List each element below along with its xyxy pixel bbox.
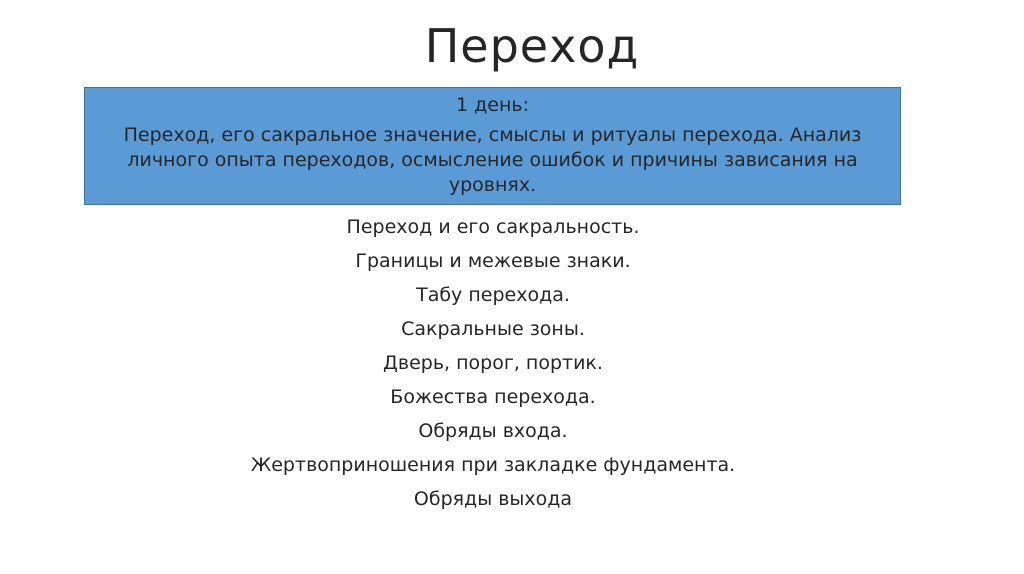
day-box <box>84 87 901 205</box>
topic-item: Божества перехода. <box>390 386 596 408</box>
day-label: 1 день: <box>456 94 529 116</box>
topic-item: Жертвоприношения при закладке фундамента. <box>250 454 736 476</box>
topic-item: Обряды входа. <box>418 420 568 442</box>
topics-list <box>0 210 986 516</box>
topic-item: Сакральные зоны. <box>401 318 585 340</box>
day-description: Переход, его сакральное значение, смыслы и ритуалы перехода. Анализ личного опыта переходов, осмысление ошибок и причины зависания на уровнях. <box>123 124 862 196</box>
topic-item: Дверь, порог, портик. <box>383 352 603 374</box>
topic-item: Обряды выхода <box>413 488 573 510</box>
topic-item: Переход и его сакральность. <box>346 216 640 238</box>
topic-item: Табу перехода. <box>416 284 570 306</box>
topic-item: Границы и межевые знаки. <box>355 250 631 272</box>
slide-title: Переход <box>424 19 640 73</box>
